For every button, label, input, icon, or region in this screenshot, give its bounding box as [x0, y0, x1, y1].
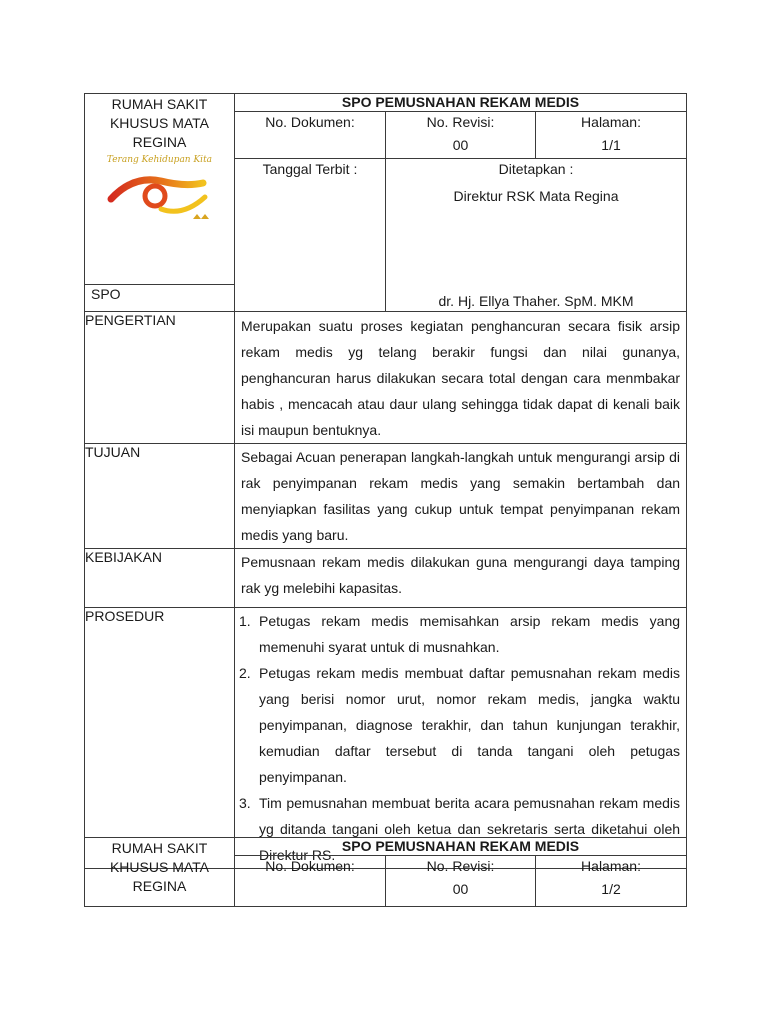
hospital-name-line-3: REGINA: [132, 134, 187, 150]
no-revisi-label: No. Revisi:: [426, 858, 495, 874]
hospital-logo: [105, 169, 215, 229]
pengertian-text: Merupakan suatu proses kegiatan penghancuran secara fisik arsip rekam medis yg telang berakir fungsi dan nilai gunanya, penghancuran harus dilakukan secara total dengan cara menmbakar habis , mencacah atau daur ulang sehingga tidak dapat di kenali baik isi maupun bentuknya.: [241, 318, 681, 438]
hospital-name-line-2: KHUSUS MATA: [109, 115, 210, 131]
kebijakan-label-cell: [85, 549, 235, 608]
prosedur-step: 3. Tim pemusnahan membuat berita acara pemusnahan rekam medis yg ditanda tangani oleh ketua dan sekretaris serta diketahui oleh Direktur RS.: [239, 795, 681, 863]
tanggal-terbit-cell: [235, 159, 386, 312]
hospital-name-line-3: REGINA: [132, 878, 187, 894]
pengertian-content-cell: [235, 312, 687, 444]
hospital-name-line-2: KHUSUS MATA: [109, 859, 210, 875]
halaman-label: Halaman:: [581, 858, 641, 874]
document-title: SPO PEMUSNAHAN REKAM MEDIS: [235, 94, 687, 112]
halaman-label: Halaman:: [581, 114, 641, 130]
ditetapkan-label: Ditetapkan :: [498, 161, 574, 177]
halaman-value: 1/1: [601, 137, 621, 153]
no-dokumen-cell-2: [235, 856, 386, 907]
approver-position: Direktur RSK Mata Regina: [453, 188, 619, 204]
hospital-name-line-1: RUMAH SAKIT: [111, 840, 208, 856]
prosedur-step: 1. Petugas rekam medis memisahkan arsip rekam medis yang memenuhi syarat untuk di musnahkan.: [239, 613, 681, 655]
no-dokumen-label: No. Dokumen:: [265, 858, 355, 874]
kebijakan-text: Pemusnaan rekam medis dilakukan guna mengurangi daya tamping rak yg melebihi kapasitas.: [241, 554, 681, 596]
tujuan-label-cell: [85, 444, 235, 549]
hospital-header-cell: [85, 94, 235, 285]
pengertian-label-cell: [85, 312, 235, 444]
pengertian-label: PENGERTIAN: [85, 312, 176, 328]
halaman-cell: [536, 112, 687, 159]
tujuan-label: TUJUAN: [85, 444, 141, 460]
no-revisi-value: 00: [452, 137, 469, 153]
hospital-name-line-1: RUMAH SAKIT: [111, 96, 208, 112]
halaman-cell-2: [536, 856, 687, 907]
no-dokumen-cell: [235, 112, 386, 159]
halaman-value: 1/2: [601, 881, 621, 897]
no-revisi-cell: [386, 112, 536, 159]
kebijakan-label: KEBIJAKAN: [85, 549, 163, 565]
document-title-2: SPO PEMUSNAHAN REKAM MEDIS: [235, 838, 687, 856]
spo-label-cell: [85, 285, 235, 312]
approver-name: dr. Hj. Ellya Thaher. SpM. MKM: [438, 293, 634, 309]
prosedur-steps: [235, 608, 686, 868]
spo-label: SPO: [91, 286, 121, 302]
prosedur-step: 2. Petugas rekam medis membuat daftar pemusnahan rekam medis yang berisi nomor urut, nomor rekam medis, jangka waktu penyimpanan, diagnose terakhir, dan tahun kunjungan terakhir, kemudian daftar tersebut di tanda tangani oleh petugas penyimpanan.: [239, 665, 681, 785]
no-revisi-value: 00: [452, 881, 469, 897]
spo-table-page-1: [84, 93, 687, 869]
prosedur-label-cell: [85, 608, 235, 869]
no-revisi-cell-2: [386, 856, 536, 907]
prosedur-label: PROSEDUR: [85, 608, 165, 624]
tujuan-content-cell: [235, 444, 687, 549]
tanggal-terbit-label: Tanggal Terbit :: [262, 161, 358, 177]
kebijakan-content-cell: [235, 549, 687, 608]
prosedur-content-cell: [235, 608, 687, 869]
no-revisi-label: No. Revisi:: [426, 114, 495, 130]
spo-table-page-2: [84, 837, 687, 907]
hospital-motto: Terang Kehidupan Kita: [106, 155, 213, 165]
no-dokumen-label: No. Dokumen:: [265, 114, 355, 130]
hospital-header-cell-2: [85, 838, 235, 907]
ditetapkan-cell: [386, 159, 687, 312]
tujuan-text: Sebagai Acuan penerapan langkah-langkah untuk mengurangi arsip di rak penyimpanan rekam medis yang semakin bertambah dan menyiapkan fasilitas yang cukup untuk tempat penyimpanan rekam medis yang baru.: [241, 449, 681, 543]
